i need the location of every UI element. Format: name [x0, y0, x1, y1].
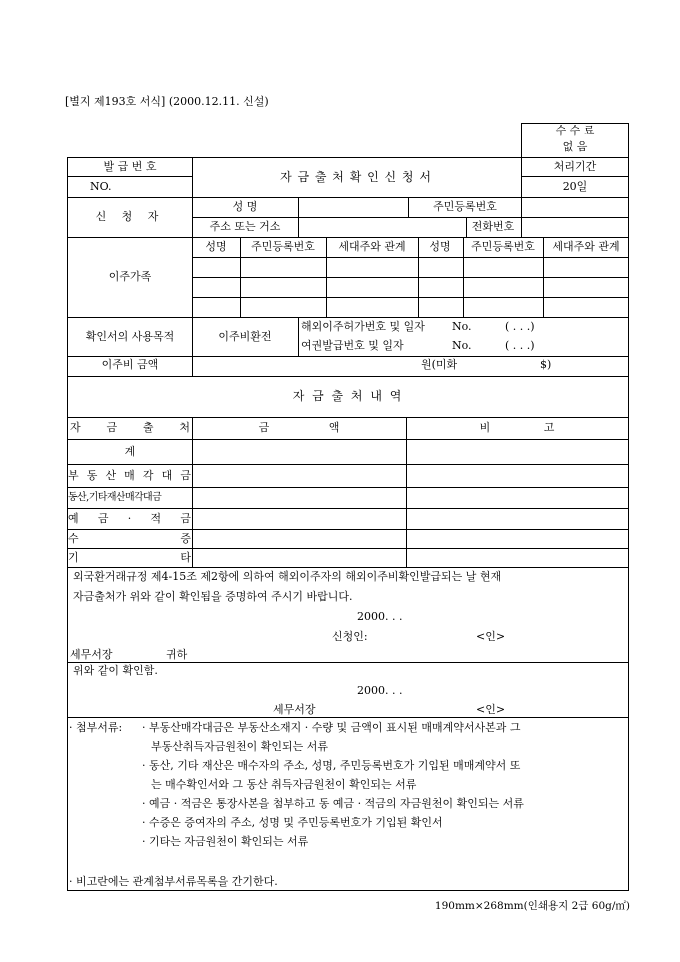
- passport-date: ( . . .): [505, 339, 535, 352]
- family-col-relation-2: 세대주와 관계: [552, 240, 620, 253]
- request-applicant: 신청인:: [332, 630, 368, 643]
- applicant-resident-no-label: 주민등록번호: [433, 200, 497, 213]
- details-row-gift: 수 증: [68, 532, 191, 545]
- fee-label: 수 수 료: [555, 124, 595, 137]
- attachment-line: · 동산, 기타 재산은 매수자의 주소, 성명, 주민등록번호가 기입된 매매계약서 또: [142, 759, 521, 772]
- applicant-name-label: 성 명: [232, 200, 258, 213]
- confirm-official: 세무서장: [273, 703, 316, 716]
- confirm-date: 2000. . .: [357, 684, 403, 697]
- family-col-resident-2: 주민등록번호: [471, 240, 535, 253]
- issue-number-label: 발 급 번 호: [103, 160, 157, 173]
- passport-label: 여권발급번호 및 일자: [301, 339, 404, 352]
- applicant-label: 신 청 자: [95, 210, 165, 223]
- issue-number-no: NO.: [90, 180, 112, 193]
- details-row-movables: 동산,기타재산매각대금: [68, 492, 162, 503]
- applicant-address-label: 주소 또는 거소: [209, 220, 281, 233]
- amount-won: 원(미화: [421, 358, 458, 371]
- fee-value: 없 음: [562, 140, 588, 153]
- request-seal: <인>: [476, 630, 506, 643]
- form-title: 자 금 출 처 확 인 신 청 서: [280, 170, 432, 184]
- family-col-name-1: 성명: [205, 240, 227, 253]
- family-col-relation-1: 세대주와 관계: [338, 240, 406, 253]
- details-title: 자 금 출 처 내 역: [292, 389, 404, 403]
- applicant-phone-label: 전화번호: [471, 220, 515, 233]
- purpose-label: 확인서의 사용목적: [85, 330, 175, 343]
- details-row-deposits: 예 금 · 적 금: [68, 512, 191, 525]
- details-col-source: 자 금 출 처: [70, 421, 190, 434]
- request-line-1: 외국환거래규정 제4-15조 제2항에 의하여 해외이주자의 해외이주비확인발급되는 날 현재: [73, 570, 502, 583]
- details-row-other: 기 타: [68, 551, 191, 564]
- amount-usd: $): [540, 358, 552, 371]
- details-col-remark: 비 고: [479, 421, 555, 434]
- request-date: 2000. . .: [357, 610, 403, 623]
- attachment-line: · 기타는 자금원천이 확인되는 서류: [142, 835, 309, 848]
- passport-no: No.: [452, 339, 472, 352]
- request-honorific: 귀하: [166, 648, 188, 661]
- details-row-real-estate: 부 동 산 매 각 대 금: [68, 469, 191, 482]
- details-col-amount: 금 액: [258, 421, 340, 434]
- attachments-label: · 첨부서류:: [69, 721, 123, 734]
- confirm-text: 위와 같이 확인함.: [73, 664, 158, 677]
- processing-value: 20일: [562, 180, 588, 193]
- emigration-permit-no: No.: [452, 320, 472, 333]
- details-row-total: 계: [124, 445, 136, 458]
- purpose-value: 이주비환전: [218, 330, 272, 343]
- attachments-note: · 비고란에는 관계첨부서류목록을 간기한다.: [69, 875, 278, 888]
- attachment-line: · 예금 · 적금은 통장사본을 첨부하고 동 예금 · 적금의 자금원천이 확인되는 서류: [142, 797, 524, 810]
- attachment-line: 는 매수확인서와 그 동산 취득자금원천이 확인되는 서류: [151, 778, 417, 791]
- emigration-permit-label: 해외이주허가번호 및 일자: [301, 320, 425, 333]
- attachment-line: 부동산취득자금원천이 확인되는 서류: [151, 740, 329, 753]
- form-header: [별지 제193호 서식] (2000.12.11. 신설): [65, 95, 269, 108]
- attachment-line: · 수증은 증여자의 주소, 성명 및 주민등록번호가 기입된 확인서: [142, 816, 443, 829]
- attachment-line: · 부동산매각대금은 부동산소재지 · 수량 및 금액이 표시된 매매계약서사본과 그: [142, 721, 521, 734]
- family-col-resident-1: 주민등록번호: [251, 240, 315, 253]
- request-line-2: 자금출처가 위와 같이 확인됨을 증명하여 주시기 바랍니다.: [73, 590, 353, 603]
- request-addressee: 세무서장: [70, 648, 113, 661]
- confirm-seal: <인>: [476, 703, 506, 716]
- amount-label: 이주비 금액: [101, 358, 159, 371]
- emigration-permit-date: ( . . .): [505, 320, 535, 333]
- family-col-name-2: 성명: [429, 240, 451, 253]
- paper-spec: 190mm×268mm(인쇄용지 2급 60g/㎡): [434, 900, 630, 912]
- processing-label: 처리기간: [553, 160, 597, 173]
- family-label: 이주가족: [108, 270, 152, 283]
